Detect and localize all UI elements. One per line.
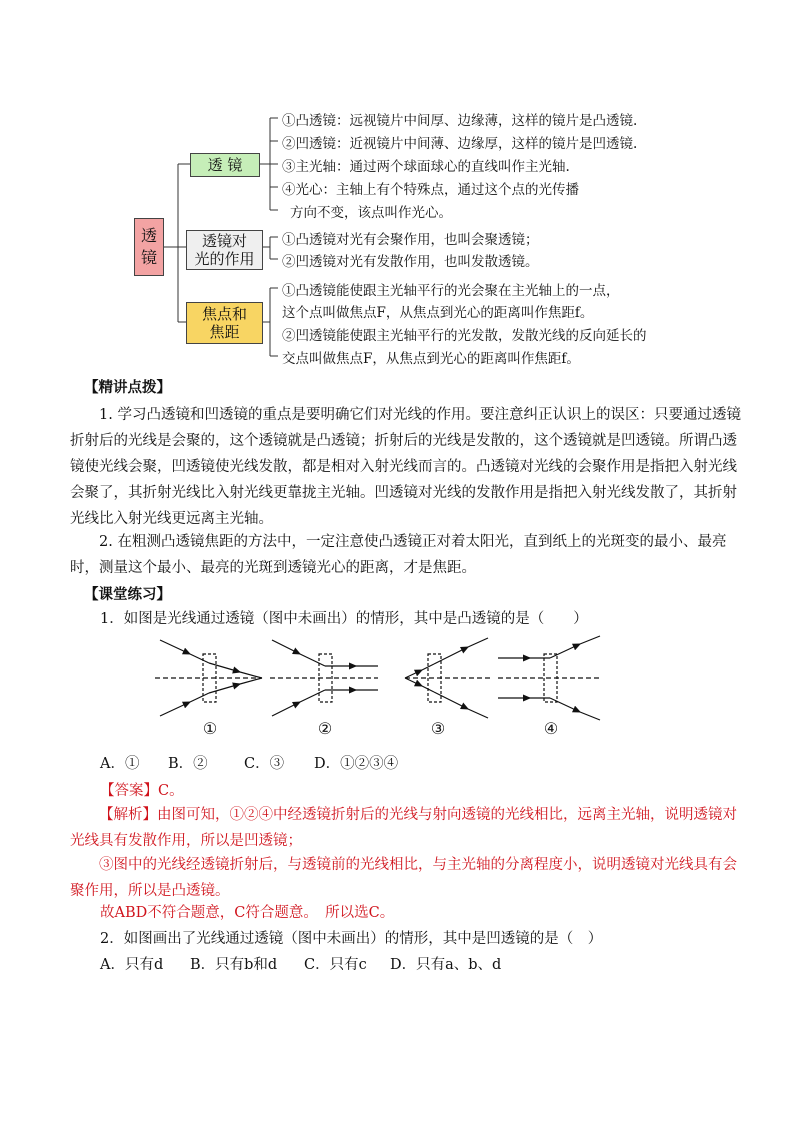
diagram-1 xyxy=(155,640,262,716)
answer: 【答案】C。 xyxy=(100,783,184,799)
mindmap-branch-focus: 焦点和 焦距 xyxy=(186,302,263,344)
mindmap-item: 这个点叫做焦点F，从焦点到光心的距离叫作焦距f。 xyxy=(282,305,594,321)
option-c: C．③ xyxy=(244,756,285,772)
figure-label-3: ③ xyxy=(430,719,446,738)
diagram-4 xyxy=(498,636,602,720)
option-d: D．①②③④ xyxy=(314,756,399,772)
mindmap-item: ①凸透镜对光有会聚作用，也叫会聚透镜； xyxy=(282,232,539,248)
mindmap-item: 方向不变，该点叫作光心。 xyxy=(290,205,452,221)
option-b: B．② xyxy=(168,756,208,772)
q2-option-c: C．只有c xyxy=(304,957,367,973)
analysis-conclusion: 故ABD不符合题意，C符合题意。 所以选C。 xyxy=(100,905,395,921)
mindmap-item: ①凸透镜能使跟主光轴平行的光会聚在主光轴上的一点， xyxy=(282,283,620,299)
diagram-3 xyxy=(405,638,492,718)
tips-paragraph-2: 2. 在粗测凸透镜焦距的方法中，一定注意使凸透镜正对着太阳光，直到纸上的光斑变的最小、最亮时，测量这个最小、最亮的光斑到透镜光心的距离，才是焦距。 xyxy=(70,534,727,576)
analysis-paragraph-1: 【解析】由图可知，①②④中经透镜折射后的光线与射向透镜的光线相比，远离主光轴，说明透镜对光线具有发散作用，所以是凹透镜； xyxy=(70,807,737,849)
figure-label-1: ① xyxy=(202,719,218,738)
question-1-stem: 1．如图是光线通过透镜（图中未画出）的情形，其中是凸透镜的是（ ） xyxy=(100,611,588,627)
question-2-stem: 2．如图画出了光线通过透镜（图中未画出）的情形，其中是凹透镜的是（ ） xyxy=(100,931,603,947)
section-heading-practice: 【课堂练习】 xyxy=(84,586,171,603)
figure-label-4: ④ xyxy=(543,719,559,738)
mindmap-branch-lens-effect: 透镜对 光的作用 xyxy=(186,230,263,270)
mindmap-item: ②凹透镜：近视镜片中间薄、边缘厚，这样的镜片是凹透镜. xyxy=(282,136,638,152)
diagram-2 xyxy=(270,640,378,716)
figure-label-2: ② xyxy=(317,719,333,738)
q2-option-d: D．只有a、b、d xyxy=(390,957,502,973)
q2-option-b: B．只有b和d xyxy=(190,957,278,973)
mindmap-item: ②凹透镜对光有发散作用，也叫发散透镜。 xyxy=(282,254,539,270)
mindmap-item: ③主光轴：通过两个球面球心的直线叫作主光轴. xyxy=(282,159,570,175)
tips-paragraph-1: 1. 学习凸透镜和凹透镜的重点是要明确它们对光线的作用。要注意纠正认识上的误区：只要通过透镜折射后的光线是会聚的，这个透镜就是凸透镜；折射后的光线是发散的，这个透镜就是凹透镜。所谓凸透镜使光线会聚，凹透镜使光线发散，都是相对入射光线而言的。凸透镜对光线的会聚作用是指把入射光线会聚了，其折射光线比入射光线更靠拢主光轴。凹透镜对光线的发散作用是指把入射光线发散了，其折射光线比入射光线更远离主光轴。 xyxy=(70,407,741,527)
mindmap-item: ②凹透镜能使跟主光轴平行的光发散，发散光线的反向延长的 xyxy=(282,328,647,344)
mindmap-item: 交点叫做焦点F，从焦点到光心的距离叫作焦距f。 xyxy=(282,351,580,367)
q2-option-a: A．只有d xyxy=(100,957,164,973)
analysis-paragraph-2: ③图中的光线经透镜折射后，与透镜前的光线相比，与主光轴的分离程度小，说明透镜对光线具有会聚作用，所以是凸透镜。 xyxy=(70,857,737,899)
ray-diagrams-figure xyxy=(0,630,800,730)
mindmap-item: ①凸透镜：远视镜片中间厚、边缘薄，这样的镜片是凸透镜. xyxy=(282,113,638,129)
mindmap-branch-lens: 透 镜 xyxy=(190,153,260,177)
mindmap-root: 透 镜 xyxy=(134,218,164,276)
section-heading-tips: 【精讲点拨】 xyxy=(84,379,171,396)
option-a: A．① xyxy=(100,756,140,772)
mindmap-item: ④光心：主轴上有个特殊点，通过这个点的光传播 xyxy=(282,182,579,198)
